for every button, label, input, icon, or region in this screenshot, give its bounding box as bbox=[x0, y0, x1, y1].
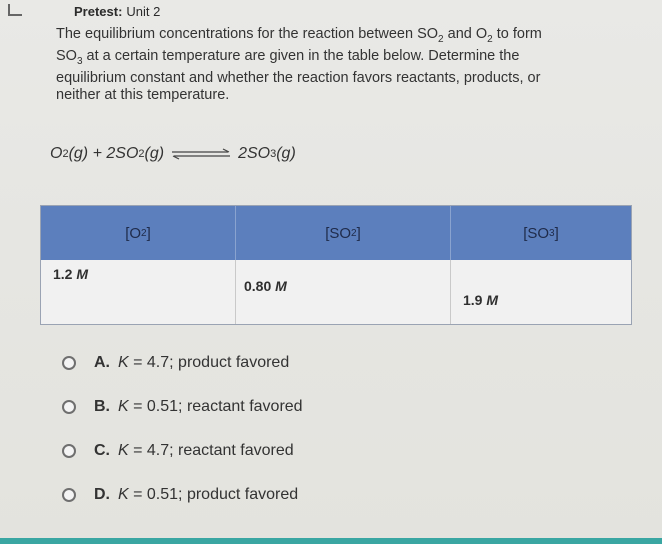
option-b[interactable] bbox=[62, 397, 303, 417]
option-value: = 4.7; product favored bbox=[128, 354, 290, 371]
cell-value: 0.80 bbox=[244, 278, 272, 294]
question-line-2 bbox=[56, 48, 616, 70]
header-text: [O bbox=[125, 224, 142, 242]
question-text-part: to form bbox=[492, 26, 542, 42]
product-so3: 2SO bbox=[238, 145, 271, 162]
cell-so3 bbox=[451, 260, 631, 324]
radio-button[interactable] bbox=[62, 400, 76, 414]
subscript: 3 bbox=[549, 227, 555, 239]
subscript: 2 bbox=[351, 227, 357, 239]
header-text: ] bbox=[554, 224, 559, 242]
option-d[interactable] bbox=[62, 485, 303, 505]
option-letter: C. bbox=[94, 442, 110, 459]
option-letter: A. bbox=[94, 354, 110, 371]
subscript: 3 bbox=[76, 55, 83, 67]
subscript: 2 bbox=[62, 148, 69, 160]
question-text-part: and O bbox=[443, 26, 488, 42]
table-header-row bbox=[41, 206, 631, 260]
k-symbol: K bbox=[118, 486, 129, 503]
cell-o2 bbox=[41, 260, 236, 324]
radio-button[interactable] bbox=[62, 356, 76, 370]
option-text bbox=[118, 398, 303, 416]
answer-options bbox=[62, 353, 303, 529]
question-text-part: at a certain temperature are given in the table below. Determine the bbox=[82, 47, 520, 64]
option-text bbox=[118, 354, 289, 372]
page-title: Pretest: bbox=[74, 3, 123, 19]
concentration-table bbox=[40, 205, 632, 325]
header-text: [SO bbox=[523, 224, 550, 242]
question-text-part: The equilibrium concentrations for the reaction between SO bbox=[56, 26, 439, 42]
cell-unit: M bbox=[76, 266, 89, 282]
reactant-o2: O bbox=[50, 145, 63, 162]
chemical-equation bbox=[50, 145, 296, 163]
question-line-4: neither at this temperature. bbox=[56, 86, 230, 103]
option-letter: D. bbox=[94, 486, 110, 503]
equilibrium-arrow-icon bbox=[170, 148, 232, 160]
question-text bbox=[56, 26, 616, 104]
k-symbol: K bbox=[118, 354, 129, 371]
top-bar bbox=[0, 0, 662, 22]
header-so3 bbox=[451, 206, 631, 260]
cell-so2 bbox=[236, 260, 451, 324]
k-symbol: K bbox=[118, 398, 129, 415]
option-text bbox=[118, 442, 294, 460]
equation-part: (g) bbox=[276, 145, 296, 162]
radio-button[interactable] bbox=[62, 488, 76, 502]
subscript: 2 bbox=[138, 148, 145, 160]
header-o2 bbox=[41, 206, 236, 260]
option-value: = 0.51; product favored bbox=[128, 486, 299, 503]
radio-button[interactable] bbox=[62, 444, 76, 458]
unit-label: Unit 2 bbox=[126, 3, 161, 19]
subscript: 3 bbox=[270, 148, 277, 160]
option-letter: B. bbox=[94, 398, 110, 415]
header-text: ] bbox=[356, 224, 361, 242]
subscript: 2 bbox=[487, 33, 493, 45]
table-row bbox=[41, 260, 631, 324]
subscript: 2 bbox=[438, 33, 444, 45]
option-value: = 0.51; reactant favored bbox=[128, 398, 303, 415]
subscript: 2 bbox=[141, 227, 147, 239]
cell-unit: M bbox=[275, 278, 287, 294]
cell-unit: M bbox=[486, 292, 499, 308]
option-value: = 4.7; reactant favored bbox=[128, 442, 294, 459]
equation-part: (g) + 2SO bbox=[68, 145, 139, 162]
question-text-part: SO bbox=[56, 47, 77, 64]
option-a[interactable] bbox=[62, 353, 303, 373]
header-text: ] bbox=[146, 224, 151, 242]
question-line-3: equilibrium constant and whether the reaction favors reactants, products, or bbox=[56, 69, 541, 86]
header-so2 bbox=[236, 206, 451, 260]
cell-value: 1.2 bbox=[53, 266, 73, 282]
option-text bbox=[118, 486, 298, 504]
bottom-accent-bar bbox=[0, 538, 662, 544]
back-icon[interactable] bbox=[8, 4, 26, 18]
cell-value: 1.9 bbox=[463, 292, 483, 308]
question-line-1 bbox=[56, 26, 616, 48]
equation-part: (g) bbox=[144, 145, 165, 162]
k-symbol: K bbox=[118, 442, 129, 459]
header-text: [SO bbox=[325, 224, 352, 242]
option-c[interactable] bbox=[62, 441, 303, 461]
